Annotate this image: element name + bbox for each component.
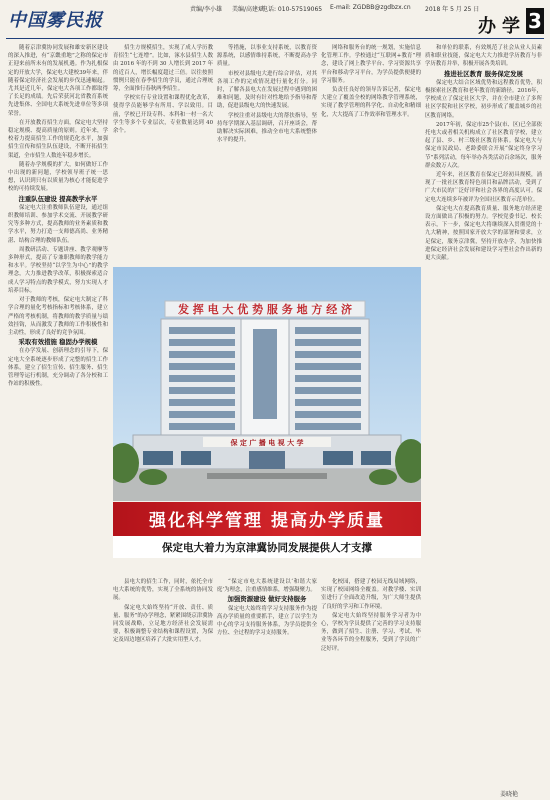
article-column-3 bbox=[217, 44, 317, 264]
section-title: 办学 bbox=[478, 16, 526, 37]
date-label: 2018 年 5 月 25 日 bbox=[425, 6, 480, 13]
phone-label: 电话: 010-57519065 bbox=[262, 6, 323, 13]
paragraph: 保定电大始终将学习支持服务作为提高办学质量的重要抓手，建立了以学生为中心的学习支持服务体系，为学员提供全方位、全过程的学习支持服务。 bbox=[217, 605, 317, 637]
editor-label: 责编/李小雄 bbox=[190, 6, 223, 13]
paragraph: 招生方规模招生，实现了成人学历教育招生“七连增”。比如，涿水县招生人数由 2016 年的不到 30 人增长到 2017 年的近百人，增长幅度超过三倍。以往按照惯例只能在春季招生的学员，通过合理统筹，全面推行春秋两季招生。 bbox=[113, 45, 213, 93]
paragraph: 等措施，以事业支持系统，以教育资源系统，以感情维持系统，不断提高办学质量。 bbox=[217, 45, 317, 68]
subheading: 注重队伍建设 提高教学水平 bbox=[18, 194, 98, 203]
paragraph: 学校注重对县级电大的帮扶指导，坚持每学期深入基层调研，召开座谈会，帮助解决实际困难，推动全市电大系统整体水平的提升。 bbox=[217, 112, 317, 144]
headline-banner bbox=[113, 502, 421, 558]
paragraph: 随着办学规模的扩大，如何做好工作中出现的新问题，学校领导班子统一思想，认识到只有以质量为核心才能促进学校的可持续发展。 bbox=[8, 161, 108, 193]
article-column-2 bbox=[113, 44, 213, 264]
paragraph: 保定电大在提高教育质量、服务地方经济建设方面做出了积极的努力。学校党委书记、校长表示，下一步，保定电大将继续深入贯彻党的十九大精神，按照国家开放大学的部署和要求，立足保定，服务京津冀，坚持开放办学，为加快推进保定经济社会发展和建设学习型社会作出新的更大贡献。 bbox=[425, 205, 542, 262]
masthead bbox=[0, 0, 550, 40]
paragraph: 网络和服务台的统一规划，实施信息化管理工作。学校通过“互联网+教育”理念，建设了网上教学平台、学习资源共享平台和移动学习平台，为学员提供便捷的学习服务。 bbox=[321, 45, 421, 84]
subheading: 采取有效措施 稳固办学规模 bbox=[18, 338, 98, 347]
paragraph: 随着京津冀协同发展和雄安新区建设的深入推进，有“京畿重地”之称的保定市正迎来前所未有的发展机遇。作为扎根保定的开放大学，保定电大建校39年来，伴随着保定经济社会发展的步伐迅速崛起。尤其是近几年，保定电大各项工作都取得了长足的成绩。先后荣获河北省教育系统先进集体、全国电大系统先进单位等多项荣誉。 bbox=[8, 45, 108, 117]
bottom-column-3 bbox=[217, 578, 317, 792]
article-headline: 强化科学管理 提高办学质量 bbox=[149, 511, 385, 531]
paragraph: 市校对县级电大进行综合评估，对其各项工作的完成情况进行量化打分。同时，了解各县电大在发展过程中遇到的困难和问题，及时有针对性地给予指导和帮助，促进县级电大的快速发展。 bbox=[217, 70, 317, 110]
paragraph: 近年来，社区教育在保定已经初具规模，涌现了一批社区教育特色项目和品牌活动，受到了广大市民的广泛好评和社会各界的高度认可。保定电大连续多年被评为全国社区教育示范单位。 bbox=[425, 172, 542, 203]
paragraph: 对于教师的考核，保定电大制定了科学合理的量化考核指标和考核体系，建立严格的考核机制，将教师的教学质量与绩效挂钩，从而激发了教师的工作积极性和主动性，形成了良好的竞争氛围。 bbox=[8, 297, 108, 336]
paragraph: 在开放教育招生方面，保定电大坚持稳定规模、提高质量的原则。近年来，学校着力提高招生工作的规范化水平，加强招生宣传和招生队伍建设，不断开拓招生渠道，全市招生人数连年稳步增长。 bbox=[8, 119, 108, 159]
header-rule bbox=[6, 38, 544, 39]
campus-building-photo bbox=[113, 267, 421, 501]
subheading: 推进社区教育 服务保定发展 bbox=[444, 69, 523, 78]
bottom-column-4 bbox=[321, 578, 421, 792]
email-label: E-mail: ZGDBB@zgdbzx.cn bbox=[330, 4, 411, 11]
subheading: 加强资源建设 做好支持服务 bbox=[227, 595, 307, 604]
bottom-column-2 bbox=[113, 578, 213, 792]
paragraph: 保定电大始终坚持服务学习者为中心，学校为学员提供了完善的学习支持服务，做到了招生、注册、学习、考试、毕业等各环节的全程服务，受到了学员的广泛好评。 bbox=[321, 612, 421, 652]
designer-label: 美编/高建斌 bbox=[232, 6, 265, 13]
article-column-5 bbox=[425, 44, 542, 792]
article-column-4 bbox=[321, 44, 421, 264]
paragraph: 保定电大注重教师队伍建设，通过组织教师培训、参加学术交流、开展教学研究等多种方式，提高教师的业务素质和教学水平，努力打造一支师德高尚、业务精湛、结构合理的教师队伍。 bbox=[8, 204, 108, 244]
paragraph: 2017年初，保定市25个县(市、区)已全部依托电大或者相关机构成立了社区教育学校，建立起了县、乡、村三级社区教育体系。保定电大与保定市民政局、老龄委联合开展“保定终身学习节”系列活动，每年举办各类活动百余场次，服务群众数万人次。 bbox=[425, 121, 542, 169]
article-column-1 bbox=[8, 44, 108, 792]
paragraph: 负责任良好的领导告诉记者，保定电大建立了覆盖全校的网络教学管理系统，实现了教学管理的科学化、自动化和精细化，大大提高了工作效率和管理水平。 bbox=[321, 87, 421, 118]
building-sign-text: 保 定 广 播 电 视 大 学 bbox=[230, 439, 304, 447]
paragraph: 周教研活动、专题讲座、教学观摩等多种形式，提高了专兼职教师的教学能力和水平。学校坚持“以学生为中心”的教学理念，大力推进教学改革，积极探索适合成人学习特点的教学模式，努力实现人才培养目标。 bbox=[8, 246, 108, 294]
page-number: 3 bbox=[526, 8, 544, 34]
paragraph: 化校园，搭建了校园无线局域网络，实现了校园网络全覆盖。对教学楼、实训室进行了全面改造升级，为广大师生提供了良好的学习和工作环境。 bbox=[321, 579, 421, 610]
newspaper-logo: 中国雾民报 bbox=[8, 10, 103, 31]
paragraph: 保定电大结合区域优势和远程教育优势，积极探索社区教育和老年教育的新路径。2016年，学校成立了保定社区大学，并在全市建立了多所社区学院和社区学校，初步形成了覆盖城乡的社区教育网络。 bbox=[425, 79, 542, 119]
building-illustration bbox=[113, 267, 421, 501]
paragraph: “保定市电大系统建设以‘和谐大家庭’为理念，注重感情维系，增强凝聚力。 bbox=[217, 579, 317, 594]
photo-banner-text: 发 挥 电 大 优 势 服 务 地 方 经 济 bbox=[177, 303, 353, 316]
paragraph: 和单位的联系，有效规范了社会从业人员素质和职业技能，保定电大大力推进学历教育与非学历教育并举，积极开展各类培训。 bbox=[425, 45, 542, 68]
paragraph: 保定电大始终坚持“开放、责任、质量、服务”的办学理念，紧紧围绕京津冀协同发展战略，立足地方经济社会发展需要，积极调整专业结构和课程设置，为保定及周边地区培养了大批实用型人才。 bbox=[113, 604, 213, 644]
footer-editor: 姜晓艳 bbox=[500, 791, 519, 798]
article-subheadline: 保定电大着力为京津冀协同发展提供人才支撑 bbox=[162, 542, 372, 554]
paragraph: 县电大的招生工作，同时，依托全市电大系统的优势，实现了全系统的协同发展。 bbox=[113, 579, 213, 602]
paragraph: 学校实行专业设置和课程优化改革，使得学员能够学有所用、学以致用。目前，学校已开设专科、本科和一村一名大学生等多个专业层次，专业数量达到 40 余个。 bbox=[113, 95, 213, 135]
paragraph: 在办学发展、创新理念的引导下，保定电大全系统逐步形成了完整的招生工作体系，建立了招生宣传、招生服务、招生管理等运行机制，充分调动了各分校和工作站的积极性。 bbox=[8, 348, 108, 388]
